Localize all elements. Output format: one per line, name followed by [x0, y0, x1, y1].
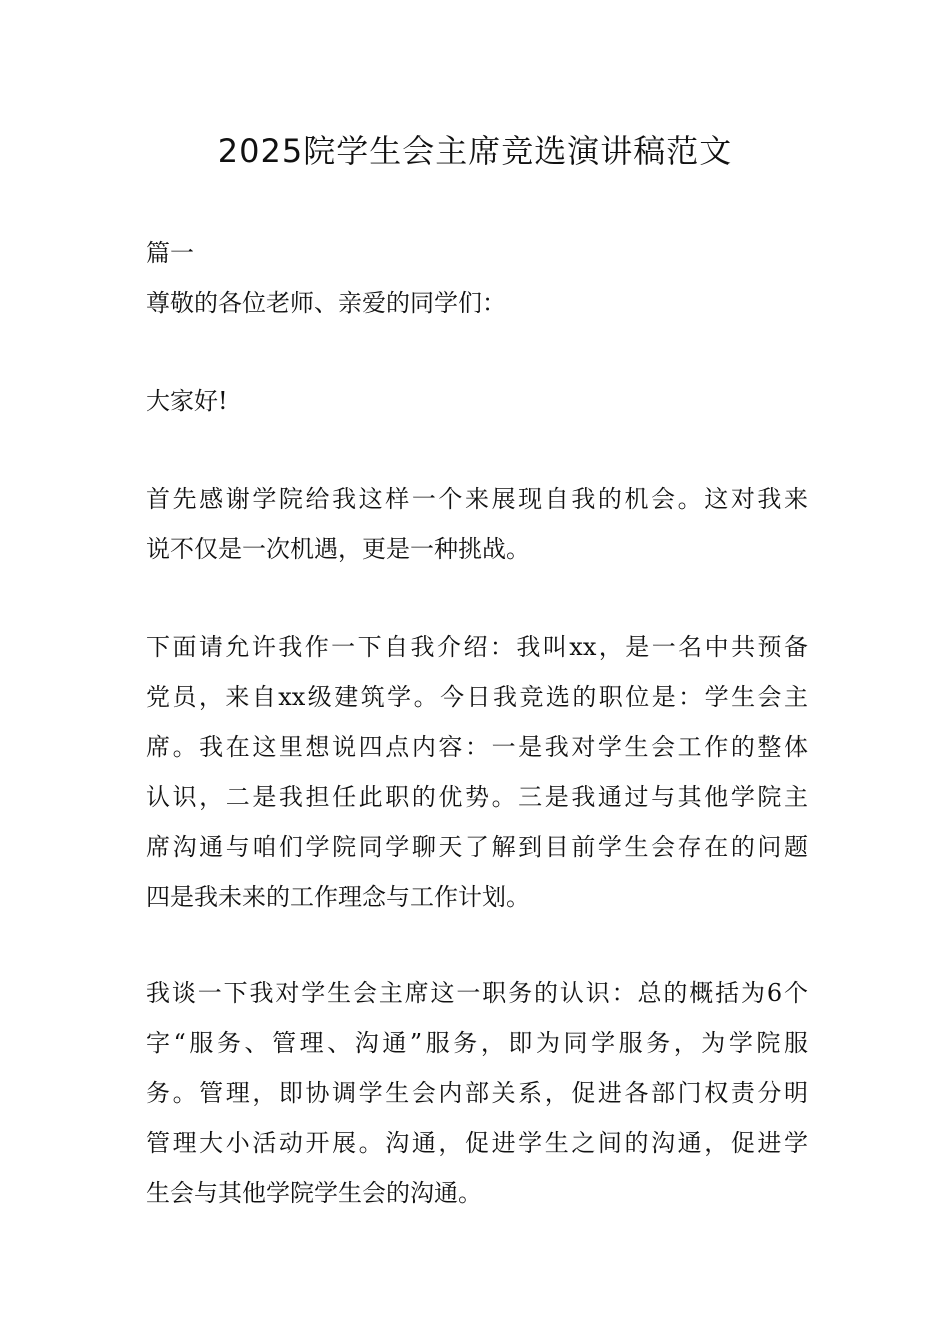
- paragraph-line: 务。管理，即协调学生会内部关系，促进各部门权责分明: [146, 1079, 808, 1107]
- section-label: 篇一: [146, 239, 194, 267]
- paragraph-3: [146, 968, 808, 1218]
- paragraph-line: 下面请允许我作一下自我介绍：我叫xx，是一名中共预备: [146, 633, 808, 661]
- salutation: 尊敬的各位老师、亲爱的同学们：: [146, 289, 506, 317]
- paragraph-1: [146, 474, 808, 574]
- paragraph-line: 我谈一下我对学生会主席这一职务的认识：总的概括为6个: [146, 979, 808, 1007]
- paragraph-line: 席。我在这里想说四点内容：一是我对学生会工作的整体: [146, 733, 808, 761]
- paragraph-line: 席沟通与咱们学院同学聊天了解到目前学生会存在的问题: [146, 833, 808, 861]
- paragraph-line: 党员，来自xx级建筑学。今日我竞选的职位是：学生会主: [146, 683, 808, 711]
- paragraph-line: 说不仅是一次机遇，更是一种挑战。: [146, 535, 530, 563]
- greeting: 大家好!: [146, 387, 228, 415]
- paragraph-line: 四是我未来的工作理念与工作计划。: [146, 883, 530, 911]
- paragraph-line: 管理大小活动开展。沟通，促进学生之间的沟通，促进学: [146, 1129, 808, 1157]
- paragraph-line: 认识，二是我担任此职的优势。三是我通过与其他学院主: [146, 783, 808, 811]
- paragraph-line: 生会与其他学院学生会的沟通。: [146, 1179, 482, 1207]
- paragraph-line: 字“服务、管理、沟通”服务，即为同学服务，为学院服: [146, 1029, 808, 1057]
- paragraph-2: [146, 622, 808, 922]
- paragraph-line: 首先感谢学院给我这样一个来展现自我的机会。这对我来: [146, 485, 808, 513]
- document-title: 2025院学生会主席竞选演讲稿范文: [217, 132, 733, 170]
